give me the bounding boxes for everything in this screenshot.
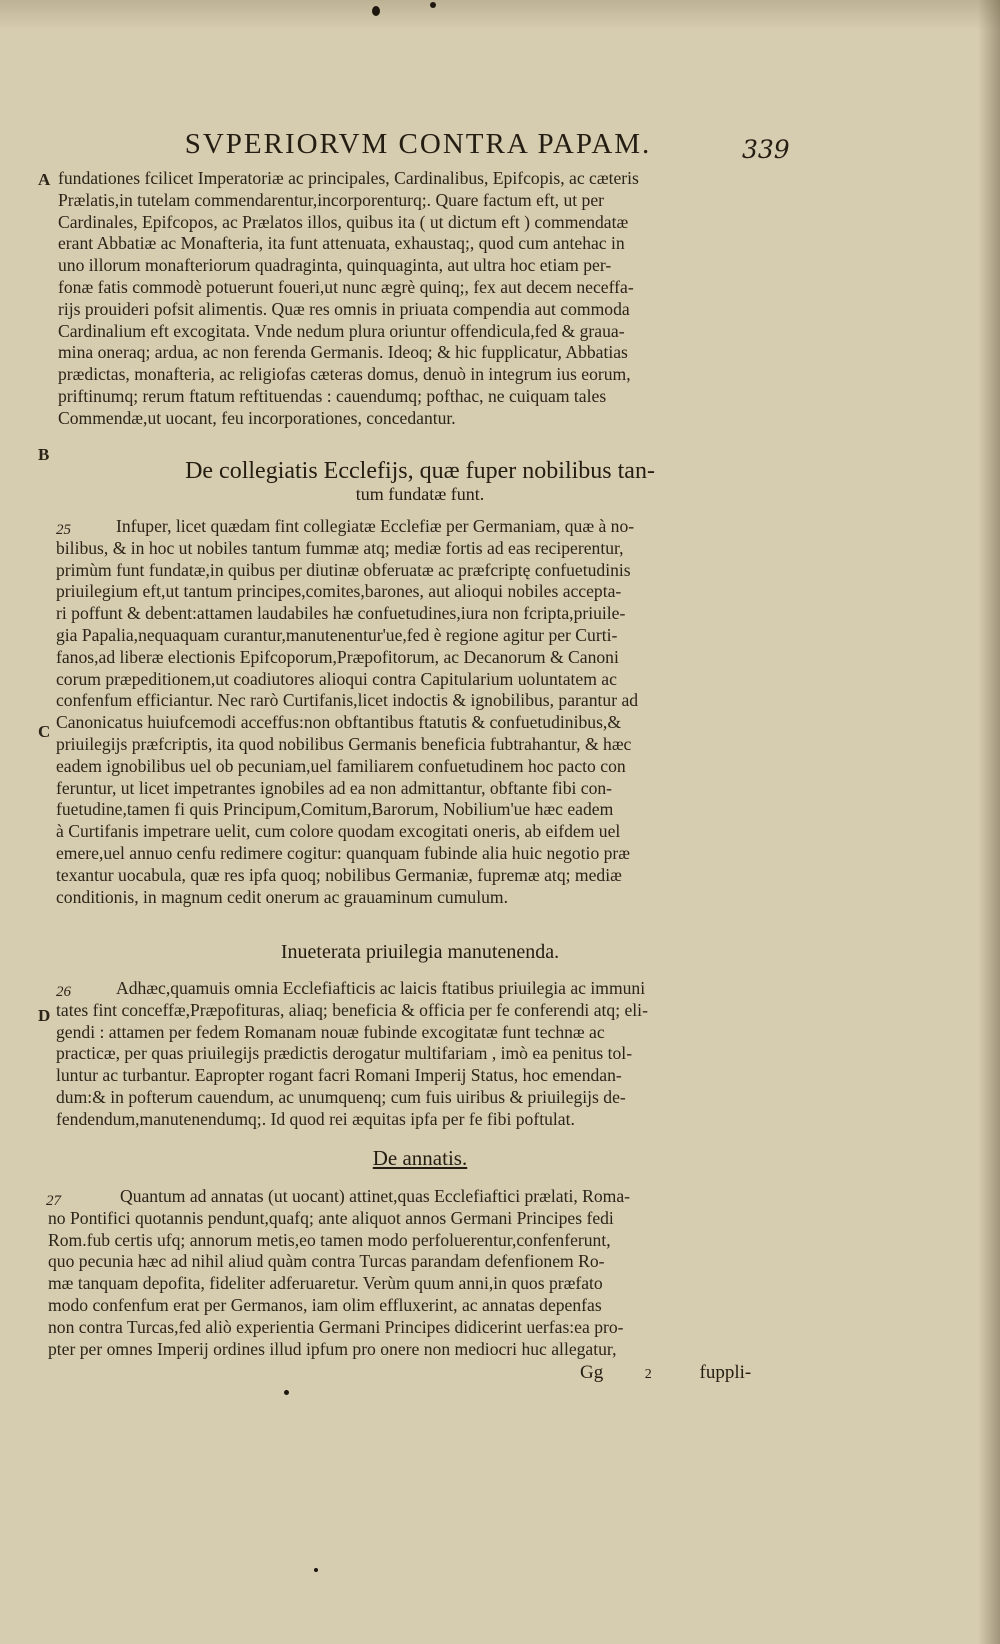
text-line: à Curtifanis impetrare uelit, cum colore quodam excogitati oneris, ab eifdem uel — [56, 821, 621, 842]
margin-number-26: 26 — [56, 984, 71, 1000]
text-line: prædictas, monafteria, ac religiofas cæteras domus, denuò in integrum ius eorum, — [58, 364, 631, 385]
text-line: priuilegijs præfcriptis, ita quod nobilibus Germanis beneficia fubtrahantur, & hæc — [56, 733, 632, 754]
section-heading-annatis — [56, 1148, 784, 1168]
margin-letter-a: A — [38, 170, 51, 189]
text-line: Prælatis,in tutelam commendarentur,incorporenturq;. Quare factum eft, ut per — [58, 189, 604, 210]
text-line: feruntur, ut licet impetrantes ignobiles ad ea non admittantur, obftante fibi con- — [56, 777, 613, 798]
ink-speck — [430, 2, 436, 8]
text-line: Infuper, licet quædam fint collegiatæ Ecclefiæ per Germaniam, quæ à no- — [116, 516, 635, 536]
heading-sub-line: tum fundatæ funt. — [355, 484, 485, 504]
margin-letter-c: C — [38, 722, 51, 741]
text-line: priuilegium eft,ut tantum principes,comites,barones, aut alioqui nobiles accepta- — [56, 581, 622, 602]
signature-mark: Gg — [580, 1362, 604, 1383]
text-line: fundationes fcilicet Imperatoriæ ac principales, Cardinalibus, Epifcopis, ac cæteris — [58, 168, 639, 188]
text-line: modo confenfum erat per Germanos, iam olim effluxerint, ac annatas depenfas — [48, 1294, 602, 1315]
text-line: mina oneraq; ardua, ac non ferenda Germanis. Ideoq; & hic fupplicatur, Abbatias — [58, 342, 628, 363]
ink-speck — [372, 6, 380, 16]
text-line: ri poffunt & debent:attamen laudabiles hæ confuetudines,iura non fcripta,priuile- — [56, 603, 626, 624]
margin-letter-b: B — [38, 445, 50, 464]
text-line: texantur uocabula, quæ res ipfa quoq; nobilibus Germaniæ, fupremæ atq; mediæ — [56, 864, 622, 885]
text-line: priftinumq; rerum ftatum reftituendas : cauendumq; pofthac, ne cuiquam tales — [58, 385, 607, 406]
text-line: mæ tanquam depofita, fideliter adferuaretur. Verùm quum anni,in quos præfato — [48, 1273, 603, 1294]
page-number: 339 — [742, 135, 790, 164]
text-line: confenfum efficiantur. Nec rarò Curtifanis,licet indoctis & ignobilibus, parantur ad — [56, 690, 639, 711]
text-line: no Pontifici quotannis pendunt,quafq; ante aliquot annos Germani Principes fedi — [48, 1207, 614, 1228]
catchword-line — [580, 1362, 780, 1384]
text-line: fendendum,manutenendumq;. Id quod rei æquitas ipfa per fe fibi poftulat. — [56, 1108, 575, 1129]
text-line: tates fint conceffæ,Præpofituras, aliaq; beneficia & officia per fe conferendi atq; eli- — [56, 999, 648, 1020]
text-line: Quantum ad annatas (ut uocant) attinet,quas Ecclefiaftici prælati, Roma- — [120, 1186, 631, 1206]
catchword: fuppli- — [699, 1362, 752, 1383]
signature-number: 2 — [644, 1367, 652, 1382]
margin-number-25: 25 — [56, 522, 71, 538]
text-line: erant Abbatiæ ac Monafteria, ita funt attenuata, exhaustaq;, quod cum antehac in — [58, 233, 625, 254]
section-heading-priuilegia — [56, 942, 784, 962]
heading-main-line: De annatis. — [372, 1146, 468, 1170]
text-line: corum præpeditionem,ut coadiutores alioqui contra Capitularium uoluntatem ac — [56, 668, 617, 689]
text-line: bilibus, & in hoc ut nobiles tantum fummæ atq; mediæ fortis ad eas reciperentur, — [56, 537, 624, 558]
text-line: uno illorum monafteriorum quadraginta, quinquaginta, aut ultra hoc etiam per- — [58, 255, 612, 276]
text-line: Adhæc,quamuis omnia Ecclefiafticis ac laicis ftatibus priuilegia ac immuni — [116, 978, 646, 998]
page-top-shadow — [0, 0, 1000, 30]
heading-main-line: Inueterata priuilegia manutenenda. — [280, 941, 560, 963]
text-line: luntur ac turbantur. Eapropter rogant facri Romani Imperij Status, hoc emendan- — [56, 1065, 622, 1086]
margin-number-27: 27 — [46, 1193, 61, 1209]
text-line: fanos,ad liberæ electionis Epifcoporum,Præpofitorum, ac Decanorum & Canoni — [56, 646, 619, 667]
text-line: non contra Turcas,fed aliò experientia Germani Principes didicerint uerfas:ea pro- — [48, 1316, 624, 1337]
text-line: Commendæ,ut uocant, feu incorporationes, concedantur. — [58, 407, 456, 428]
text-line: fonæ fatis commodè potuerunt foueri,ut nunc ægrè quinq;, fex aut decem neceffa- — [58, 276, 634, 297]
text-line: primùm funt fundatæ,in quibus per diutinæ obferuatæ ac præfcriptę confuetudinis — [56, 559, 631, 580]
margin-letter-d: D — [38, 1006, 51, 1025]
paragraph-block-2 — [56, 516, 784, 908]
heading-main-line: De collegiatis Ecclefijs, quæ fuper nobilibus tan- — [185, 458, 655, 484]
text-line: Canonicatus huiufcemodi acceffus:non obftantibus ftatutis & confuetudinibus,& — [56, 712, 622, 733]
text-line: pter per omnes Imperij ordines illud ipfum pro onere non mediocri huc allegatur, — [48, 1338, 617, 1359]
text-line: Cardinales, Epifcopos, ac Prælatos illos, quibus ita ( ut dictum eft ) commendatæ — [58, 211, 629, 232]
text-line: Rom.fub certis ufq; annorum metis,eo tamen modo perfoluerentur,confenferunt, — [48, 1229, 611, 1250]
paragraph-block-1 — [58, 168, 786, 430]
text-line: Cardinalium eft excogitata. Vnde nedum plura oriuntur offendicula,fed & graua- — [58, 320, 625, 341]
text-line: practicæ, per quas priuilegijs prædictis derogatur multifariam , imò ea penitus tol- — [56, 1043, 633, 1064]
text-line: fuetudine,tamen fi quis Principum,Comitum,Barorum, Nobilium'ue hæc eadem — [56, 799, 614, 820]
ink-speck — [284, 1390, 289, 1395]
text-line: dum:& in pofterum cauendum, ac unumquenq; cum fuis uiribus & priuilegijs de- — [56, 1086, 626, 1107]
paragraph-block-4 — [48, 1186, 784, 1360]
text-line: eadem ignobilibus uel ob pecuniam,uel familiarem confuetudinem hoc pacto con — [56, 755, 626, 776]
running-head: SVPERIORVM CONTRA PAPAM. — [184, 128, 652, 160]
text-line: conditionis, in magnum cedit onerum ac grauaminum cumulum. — [56, 886, 508, 907]
ink-speck — [314, 1568, 318, 1572]
paragraph-block-3 — [56, 978, 784, 1131]
page-edge-shadow — [978, 0, 1000, 1644]
text-line: emere,uel annuo cenfu redimere cogitur: quanquam fubinde alia huic negotio præ — [56, 842, 631, 863]
text-line: gendi : attamen per fedem Romanam nouæ fubinde excogitatæ funt technæ ac — [56, 1021, 605, 1042]
text-line: quo pecunia hæc ad nihil aliud quàm contra Turcas parandam defenfionem Ro- — [48, 1251, 605, 1272]
text-line: rijs prouideri pofsit alimentis. Quæ res omnis in priuata compendia aut commoda — [58, 298, 630, 319]
section-heading-collegiatis — [56, 458, 784, 504]
text-line: gia Papalia,nequaquam curantur,manutenentur'ue,fed è regione agitur per Curti- — [56, 624, 618, 645]
